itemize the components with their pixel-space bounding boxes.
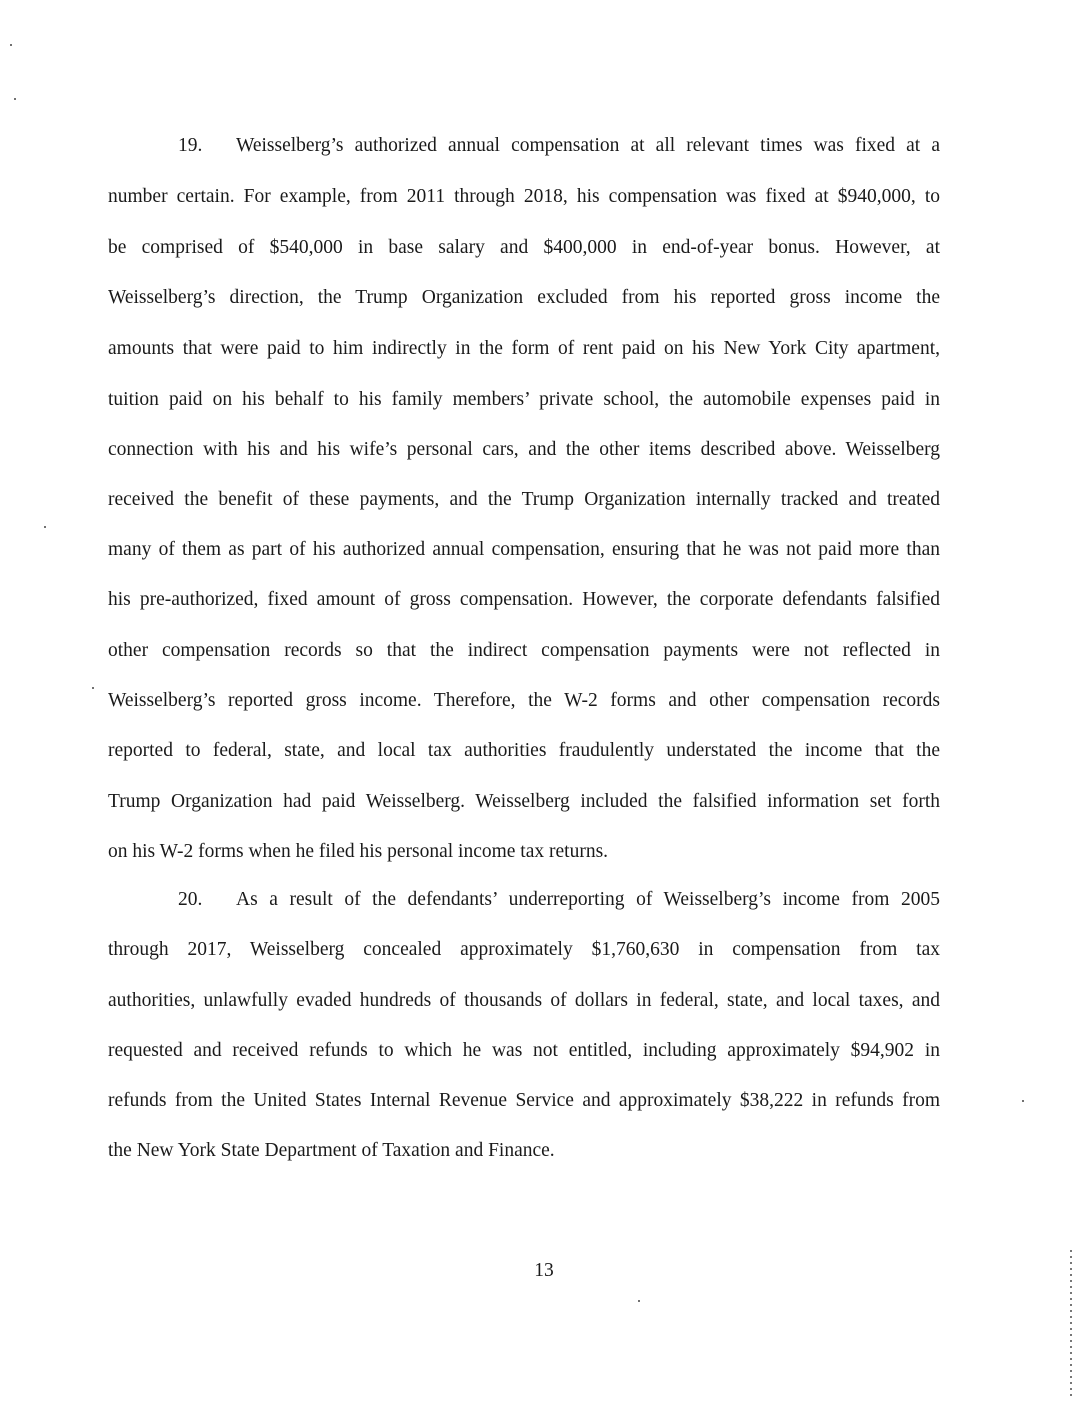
scan-speck [14,98,16,100]
paragraph-number: 19. [178,135,203,156]
paragraph-line: his pre-authorized, fixed amount of gross compensation. However, the corporate defendants falsified [108,589,940,610]
paragraph-line: refunds from the United States Internal Revenue Service and approximately $38,222 in refunds from [108,1090,940,1111]
scan-speck [1022,1100,1024,1102]
scan-speck [92,687,94,689]
paragraph-line: Trump Organization had paid Weisselberg. Weisselberg included the falsified information set forth [108,791,940,812]
paragraph-line: tuition paid on his behalf to his family members’ private school, the automobile expenses paid in [108,389,940,410]
paragraph-line: Weisselberg’s reported gross income. Therefore, the W-2 forms and other compensation records [108,690,940,711]
paragraph-line: through 2017, Weisselberg concealed approximately $1,760,630 in compensation from tax [108,939,940,960]
paragraph-line: authorities, unlawfully evaded hundreds of thousands of dollars in federal, state, and local taxes, and [108,990,940,1011]
paragraph-line: be comprised of $540,000 in base salary and $400,000 in end-of-year bonus. However, at [108,237,940,258]
scan-margin-dots [1070,1250,1072,1400]
scan-speck [638,1300,640,1302]
paragraph-line: 20. As a result of the defendants’ underreporting of Weisselberg’s income from 2005 [178,885,940,915]
paragraph-line: on his W-2 forms when he filed his personal income tax returns. [108,841,609,862]
paragraph-line: other compensation records so that the indirect compensation payments were not reflected in [108,640,940,661]
page-number: 13 [534,1260,554,1281]
paragraph-line: received the benefit of these payments, and the Trump Organization internally tracked and treated [108,489,940,510]
paragraph-line: many of them as part of his authorized annual compensation, ensuring that he was not paid more than [108,539,940,560]
paragraph-line: Weisselberg’s direction, the Trump Organization excluded from his reported gross income the [108,287,940,308]
paragraph-line: 19. Weisselberg’s authorized annual compensation at all relevant times was fixed at a [178,131,940,161]
scan-speck [10,44,12,46]
scan-speck [44,526,46,528]
paragraph-line: requested and received refunds to which he was not entitled, including approximately $94,902 in [108,1040,940,1061]
paragraph-line: reported to federal, state, and local tax authorities fraudulently understated the income that the [108,740,940,761]
paragraph-line: amounts that were paid to him indirectly in the form of rent paid on his New York City apartment, [108,338,940,359]
paragraph-number: 20. [178,889,203,910]
paragraph-line: connection with his and his wife’s personal cars, and the other items described above. Weisselberg [108,439,940,460]
paragraph-line: the New York State Department of Taxation and Finance. [108,1140,555,1161]
paragraph-line: number certain. For example, from 2011 through 2018, his compensation was fixed at $940,000, to [108,186,940,207]
